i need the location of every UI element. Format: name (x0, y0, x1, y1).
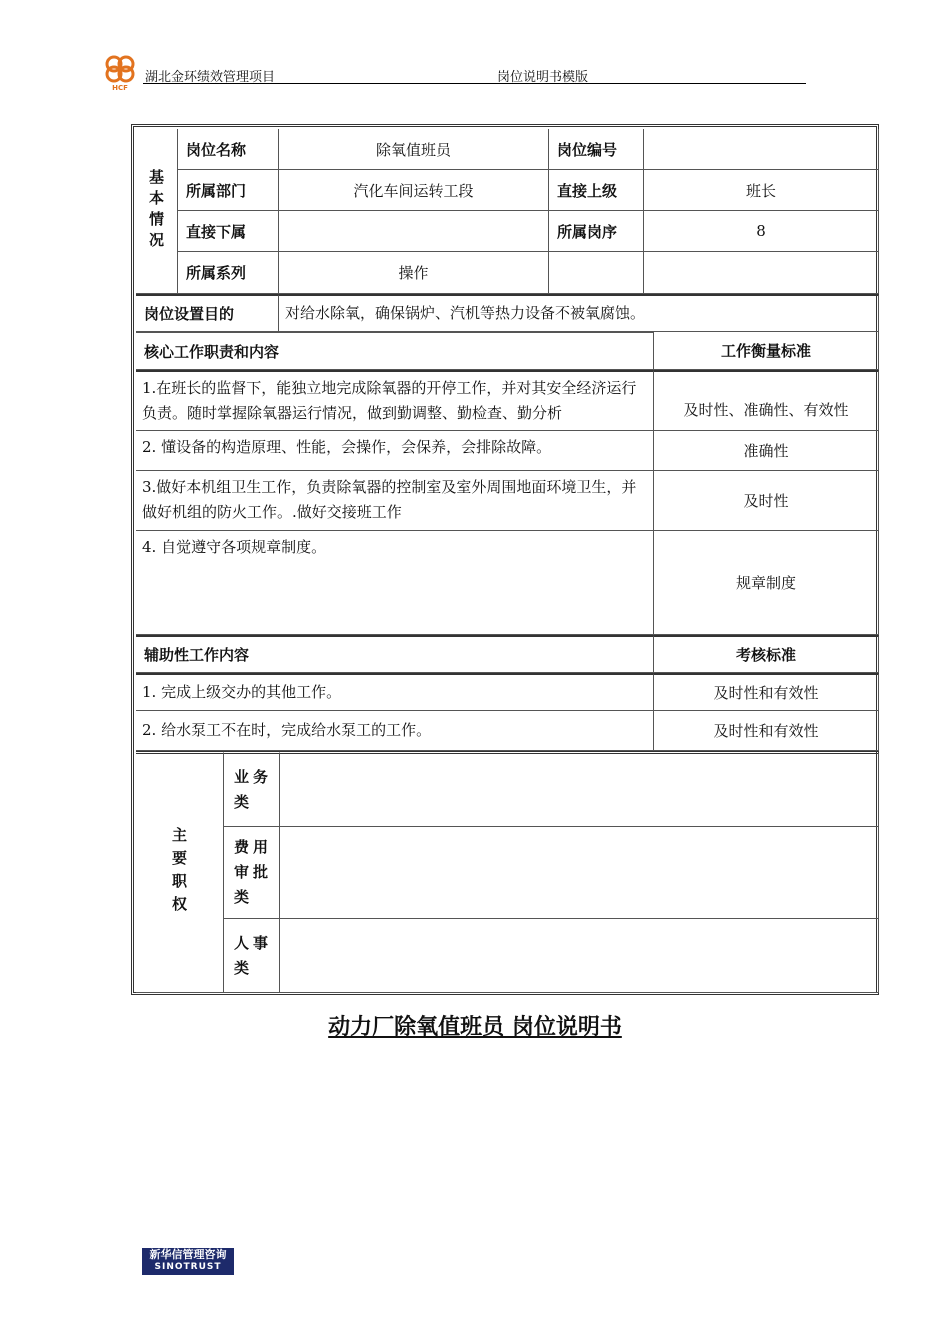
footer-logo (142, 1248, 234, 1275)
authority-personnel-label: 人事类 (224, 919, 280, 993)
authority-expense-value (280, 827, 879, 919)
post-name-value: 除氧值班员 (279, 129, 549, 170)
logo-text: HCF (112, 84, 128, 92)
aux-standard-1: 及时性和有效性 (654, 673, 879, 711)
footer-logo-line1: 新华信管理咨询 (149, 1248, 227, 1261)
core-item-3: 3.做好本机组卫生工作，负责除氧器的控制室及室外周围地面环境卫生，并做好机组的防火工作。.做好交接班工作 (136, 471, 654, 531)
core-standard-1: 及时性、准确性、有效性 (654, 370, 879, 431)
aux-standard-2: 及时性和有效性 (654, 711, 879, 751)
basic-section-label: 基本情况 (136, 129, 178, 294)
series-empty-b (644, 252, 879, 294)
subordinate-label: 直接下属 (178, 211, 279, 252)
authority-business-value (280, 751, 879, 827)
company-logo (100, 52, 140, 92)
sequence-label: 所属岗序 (549, 211, 644, 252)
aux-item-2: 2. 给水泵工不在时，完成给水泵工的工作。 (136, 711, 654, 751)
purpose-label: 岗位设置目的 (136, 294, 279, 332)
aux-header: 辅助性工作内容 (136, 635, 654, 673)
core-item-2: 2. 懂设备的构造原理、性能，会操作，会保养，会排除故障。 (136, 431, 654, 471)
header-divider (143, 83, 806, 84)
series-empty-a (549, 252, 644, 294)
dept-label: 所属部门 (178, 170, 279, 211)
core-standard-header: 工作衡量标准 (654, 332, 879, 370)
aux-item-1: 1. 完成上级交办的其他工作。 (136, 673, 654, 711)
authority-business-label: 业务类 (224, 751, 280, 827)
document-title (0, 1010, 950, 1041)
core-item-1: 1.在班长的监督下，能独立地完成除氧器的开停工作，并对其安全经济运行负责。随时掌握除氧器运行情况，做到勤调整、勤检查、勤分析 (136, 370, 654, 431)
core-header: 核心工作职责和内容 (136, 332, 654, 370)
authority-section-label: 主要职权 (136, 751, 224, 993)
post-code-value (644, 129, 879, 170)
dept-value: 汽化车间运转工段 (279, 170, 549, 211)
core-standard-3: 及时性 (654, 471, 879, 531)
series-label: 所属系列 (178, 252, 279, 294)
job-description-form (131, 124, 879, 995)
authority-expense-label: 费用审批类 (224, 827, 280, 919)
post-code-label: 岗位编号 (549, 129, 644, 170)
header-company: 湖北金环绩效管理项目 (145, 70, 276, 85)
subordinate-value (279, 211, 549, 252)
purpose-text: 对给水除氧，确保锅炉、汽机等热力设备不被氧腐蚀。 (279, 294, 879, 332)
document-title-text: 动力厂除氧值班员 岗位说明书 (328, 1015, 622, 1040)
aux-standard-header: 考核标准 (654, 635, 879, 673)
header-document: 岗位说明书模版 (497, 70, 589, 85)
post-name-label: 岗位名称 (178, 129, 279, 170)
core-item-4: 4. 自觉遵守各项规章制度。 (136, 531, 654, 635)
superior-value: 班长 (644, 170, 879, 211)
superior-label: 直接上级 (549, 170, 644, 211)
authority-personnel-value (280, 919, 879, 993)
series-value: 操作 (279, 252, 549, 294)
core-standard-4: 规章制度 (654, 531, 879, 635)
footer-logo-line2: SINOTRUST (154, 1262, 222, 1272)
sequence-value: 8 (644, 211, 879, 252)
core-standard-2: 准确性 (654, 431, 879, 471)
